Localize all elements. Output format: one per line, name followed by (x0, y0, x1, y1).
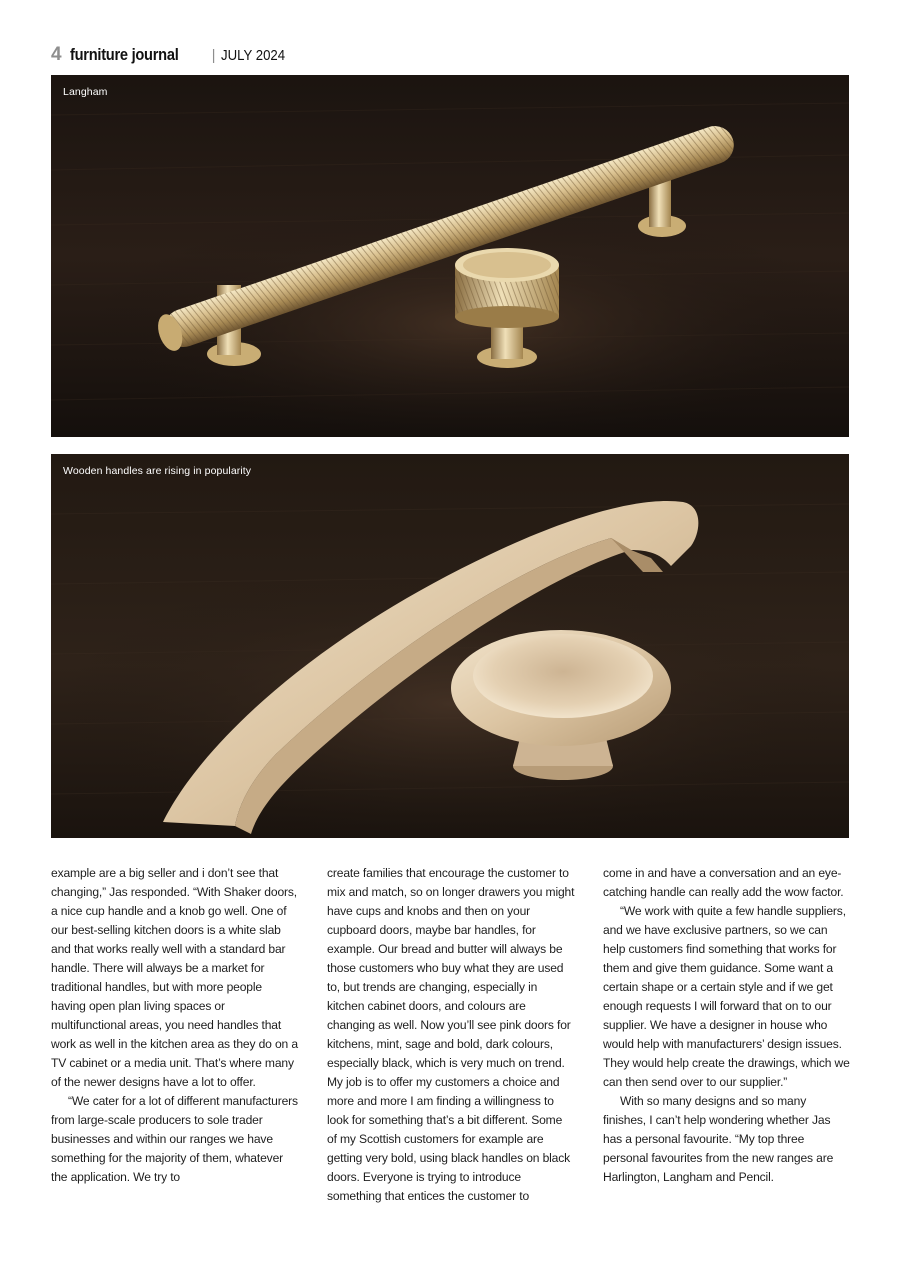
brass-handles-illustration (51, 75, 849, 437)
article-column-3 (603, 864, 851, 1187)
paragraph: With so many designs and so many finishes, I can’t help wondering whether Jas has a personal favourite. “My top three personal favourites from the new ranges are Harlington, Langham and Pencil. (603, 1094, 834, 1184)
page-number: 4 (51, 44, 62, 65)
article-body (51, 864, 849, 1244)
paragraph: “We cater for a lot of different manufacturers from large-scale producers to sole trader businesses and within our ranges we have something for the majority of them, whatever the application. We try to (51, 1094, 298, 1184)
paragraph: come in and have a conversation and an eye-catching handle can really add the wow factor. (603, 866, 844, 899)
photo-langham-handles (51, 75, 849, 437)
photo-caption-wooden: Wooden handles are rising in popularity (63, 465, 252, 477)
header-separator: | (211, 47, 216, 64)
article-column-2 (327, 864, 575, 1206)
page-header (51, 44, 294, 66)
photo-wooden-handles (51, 454, 849, 838)
photo-caption-langham: Langham (63, 86, 108, 98)
paragraph: create families that encourage the customer to mix and match, so on longer drawers you might have cups and knobs and then on your cupboard doors, maybe bar handles, for example. Our bread and butter will always be those customers who buy what they are used to, but trends are changing, especially in kitchen cabinet doors, and colours are changing as well. Now you’ll see pink doors for kitchens, mint, sage and bold, dark colours, especially black, which is very much on trend. My job is to offer my customers a choice and more and more I am finding a willingness to look for something that’s a bit different. Some of my Scottish customers for example are getting very bold, using black handles on black doors. Everyone is trying to introduce something that entices the customer to (327, 866, 575, 1203)
article-column-1 (51, 864, 299, 1187)
wooden-handles-illustration (51, 454, 849, 838)
paragraph: example are a big seller and i don’t see that changing,” Jas responded. “With Shaker doors, a nice cup handle and a knob go well. One of our best-selling kitchen doors is a white slab and that works really well with a standard bar handle. There will always be a market for traditional handles, but with more people having open plan living spaces or multifunctional areas, you need handles that work as well in the kitchen area as they do on a TV cabinet or a media unit. That’s where many of the newer designs have a lot to offer. (51, 866, 298, 1089)
issue-date: JULY 2024 (221, 47, 286, 64)
publication-title: furniture journal (69, 45, 179, 64)
paragraph: “We work with quite a few handle suppliers, and we have exclusive partners, so we can help customers find something that works for them and give them guidance. Some want a certain shape or a certain style and if we get enough requests I will forward that on to our supplier. We have a designer in house who would help with manufacturers’ design issues. They would help create the drawings, which we can then send over to our supplier.” (603, 904, 850, 1089)
